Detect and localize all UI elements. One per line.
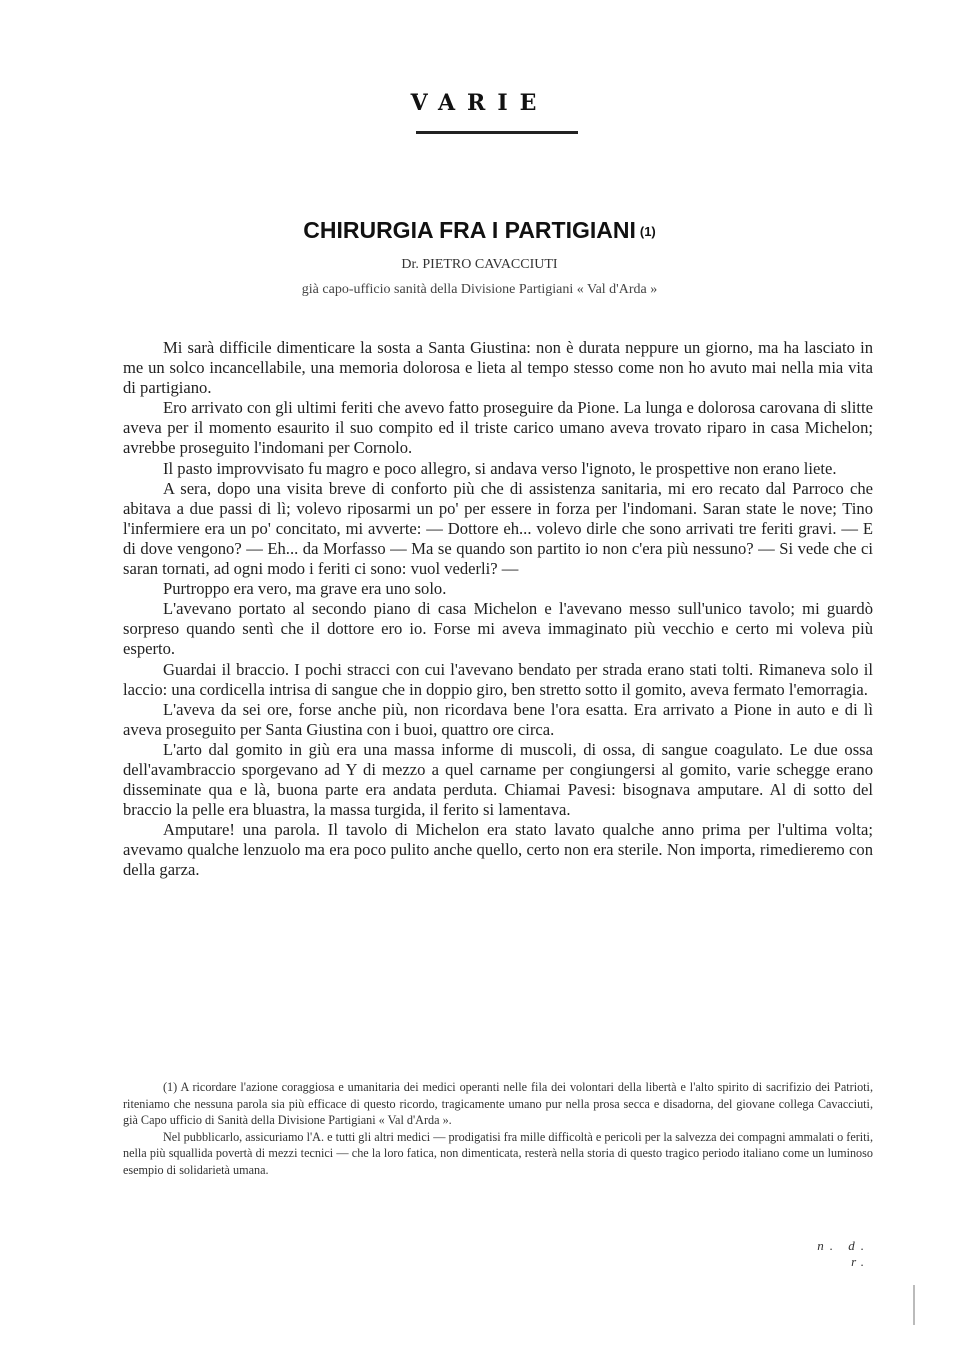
body-paragraph: L'arto dal gomito in giù era una massa informe di muscoli, di ossa, di sangue coagulato. Le due ossa dell'avambraccio sporgevano ad Y di mezzo a quel carname per congiungersi al gomito, varie schegge erano disseminate qua e là, buona parte era andata perduta. Chiamai Pavesi: bisognava amputare. Al di sotto del braccio la pelle era bluastra, la massa turgida, il ferito si lamentava.: [123, 739, 873, 820]
author-affiliation: già capo-ufficio sanità della Divisione Partigiani « Val d'Arda »: [301, 282, 658, 297]
body-paragraph: Il pasto improvvisato fu magro e poco allegro, si andava verso l'ignoto, le prospettive non erano liete.: [163, 458, 837, 478]
body-paragraph: Ero arrivato con gli ultimi feriti che avevo fatto proseguire da Pione. La lunga e dolorosa carovana di slitte aveva per il momento esaurito il suo compito ed il triste carico umano aveva trovato riparo in casa Michelon; avrebbe proseguito l'indomani per Cornolo.: [123, 398, 873, 458]
body-paragraph: Guardai il braccio. I pochi stracci con cui l'avevano bendato per strada erano stati tolti. Rimaneva solo il laccio: una cordicella intrisa di sangue che in doppio giro, ben stretto sotto il gomito, aveva fermato l'emorragia.: [123, 659, 873, 699]
body-paragraph: Mi sarà difficile dimenticare la sosta a Santa Giustina: non è durata neppure un giorno, ma ha lasciato in me un solco incancellabile, una memoria dolorosa e lieta al tempo stesso come non ho avuto mai nella mia vita di partigiano.: [123, 338, 873, 398]
footnote-paragraph: (1) A ricordare l'azione coraggiosa e umanitaria dei medici operanti nelle fila dei volontari della libertà e l'alto spirito di sacrifizio dei Patrioti, riteniamo che nessuna parola sia più efficace di questo ricordo, tragicamente umano pur nella prosa secca e disadorna, del giovane collega Cavacciuti, già Capo ufficio di Sanità della Divisione Partigiani « Val d'Arda ».: [123, 1080, 873, 1128]
body-paragraph: L'aveva da sei ore, forse anche più, non ricordava bene l'ora esatta. Era arrivato a Pione in auto e di lì aveva proseguito per Santa Giustina con i buoi, quattro ore circa.: [123, 699, 873, 739]
footnote-paragraph: Nel pubblicarlo, assicuriamo l'A. e tutti gli altri medici — prodigatisi fra mille difficoltà e pericoli per la salvezza dei compagni ammalati o feriti, nella più squallida povertà di mezzi tecnici — che la loro fatica, non dimenticata, resterà nella storia di questo tragico periodo italiano come un luminoso esempio di solidarietà umana.: [123, 1129, 873, 1177]
editor-signoff: n. d. r.: [817, 1238, 870, 1269]
body-paragraph: L'avevano portato al secondo piano di casa Michelon e l'avevano messo sull'unico tavolo; mi guardò sorpreso quando sentì che il dottore ero io. Forse mi aveva immaginato più vecchio e certo mi voleva più esperto.: [123, 599, 873, 659]
article-title-block: [0, 217, 959, 244]
section-divider: [416, 131, 578, 134]
body-paragraph: A sera, dopo una visita breve di conforto più che di assistenza sanitaria, mi ero recato dal Parroco che abitava a due passi di lì; volevo riposarmi un po' per essere in forza per l'indomani. Saran state le nove; Tino l'infermiere era un po' concitato, mi avverte: — Dottore eh... volevo dirle che sono arrivati tre feriti gravi. — E di dove vengono? — Eh... da Morfasso — Ma se quando son partito io non c'era più nessuno? — Si vede che ci saran tornati, ad ogni modo i feriti ci sono: vuol vederli? —: [123, 478, 873, 579]
footnotes: [123, 1079, 873, 1179]
scan-edge-mark: [913, 1285, 915, 1325]
body-paragraph: Purtroppo era vero, ma grave era uno solo.: [163, 579, 447, 599]
body-paragraph: Amputare! una parola. Il tavolo di Michelon era stato lavato qualche anno prima per l'ultima volta; avevamo qualche lenzuolo ma era poco pulito anche quello, certo non era sterile. Non importa, rimedieremo con della garza.: [123, 820, 873, 880]
article-title: CHIRURGIA FRA I PARTIGIANI: [303, 217, 636, 243]
section-title: VARIE: [410, 90, 549, 116]
author-byline: Dr. PIETRO CAVACCIUTI: [401, 257, 558, 272]
footnote-reference[interactable]: (1): [639, 224, 656, 239]
article-body: [123, 338, 873, 881]
